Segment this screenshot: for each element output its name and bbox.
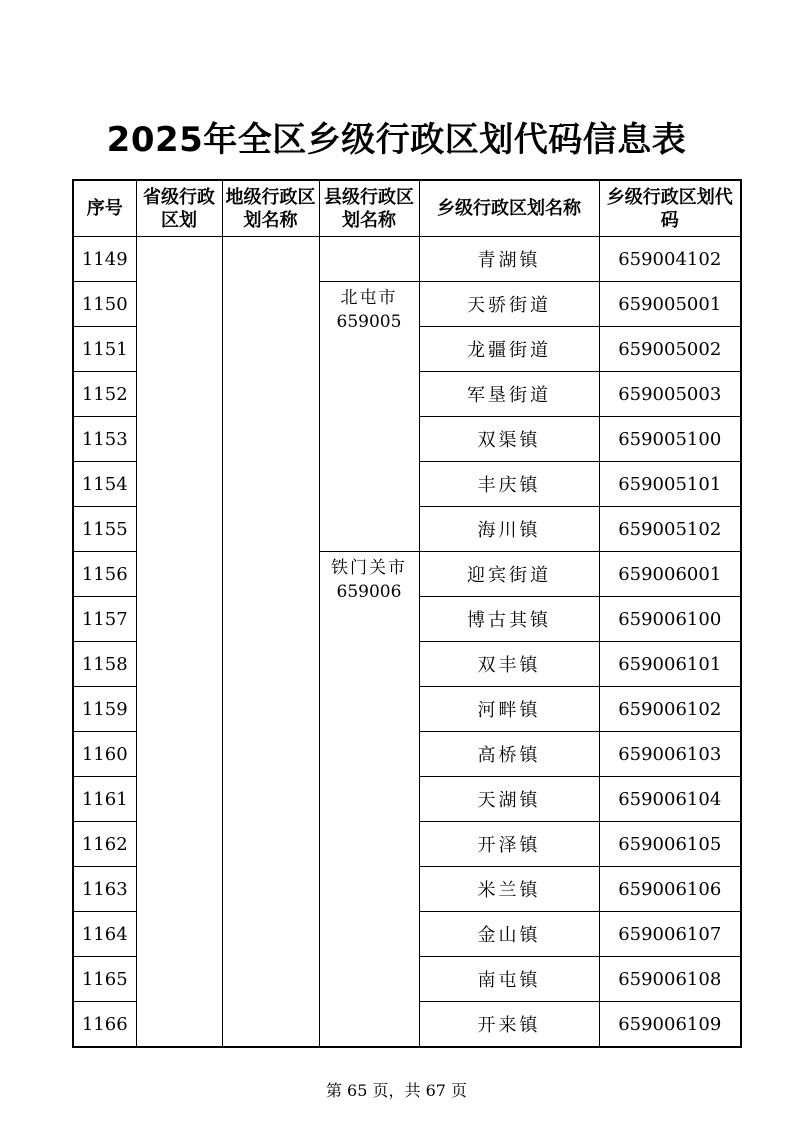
row-index: 1160 <box>73 732 136 777</box>
township-name: 迎宾街道 <box>419 552 599 597</box>
header-prefecture: 地级行政区划名称 <box>222 180 319 237</box>
county-name: 铁门关市 <box>331 558 407 578</box>
township-code: 659005100 <box>599 417 741 462</box>
prefecture-cell <box>222 237 319 1048</box>
page-title: 2025年全区乡级行政区划代码信息表 <box>106 120 687 160</box>
county-cell-tiemenguan <box>319 552 419 1048</box>
row-index: 1151 <box>73 327 136 372</box>
township-code: 659006107 <box>599 912 741 957</box>
row-index: 1154 <box>73 462 136 507</box>
township-code: 659006105 <box>599 822 741 867</box>
township-name: 河畔镇 <box>419 687 599 732</box>
township-code: 659006109 <box>599 1002 741 1048</box>
township-code: 659005101 <box>599 462 741 507</box>
township-code: 659005001 <box>599 282 741 327</box>
township-code: 659005003 <box>599 372 741 417</box>
row-index: 1149 <box>73 237 136 282</box>
township-name: 天湖镇 <box>419 777 599 822</box>
header-county: 县级行政区划名称 <box>319 180 419 237</box>
header-index: 序号 <box>73 180 136 237</box>
row-index: 1163 <box>73 867 136 912</box>
row-index: 1158 <box>73 642 136 687</box>
township-name: 开来镇 <box>419 1002 599 1048</box>
township-code: 659005002 <box>599 327 741 372</box>
row-index: 1165 <box>73 957 136 1002</box>
row-index: 1161 <box>73 777 136 822</box>
division-code-table-container <box>72 179 742 1048</box>
township-name: 龙疆街道 <box>419 327 599 372</box>
township-name: 军垦街道 <box>419 372 599 417</box>
row-index: 1153 <box>73 417 136 462</box>
township-code: 659005102 <box>599 507 741 552</box>
province-cell <box>136 237 222 1048</box>
township-name: 丰庆镇 <box>419 462 599 507</box>
county-cell-prev <box>319 237 419 282</box>
row-index: 1155 <box>73 507 136 552</box>
county-cell-beitun <box>319 282 419 552</box>
county-code: 659006 <box>336 582 402 602</box>
township-name: 博古其镇 <box>419 597 599 642</box>
township-name: 青湖镇 <box>419 237 599 282</box>
row-index: 1150 <box>73 282 136 327</box>
table-row <box>73 237 741 282</box>
township-name: 高桥镇 <box>419 732 599 777</box>
county-code: 659005 <box>336 312 402 332</box>
township-name: 金山镇 <box>419 912 599 957</box>
township-name: 双渠镇 <box>419 417 599 462</box>
row-index: 1159 <box>73 687 136 732</box>
row-index: 1156 <box>73 552 136 597</box>
township-code: 659006100 <box>599 597 741 642</box>
table-header-row <box>73 180 741 237</box>
township-name: 双丰镇 <box>419 642 599 687</box>
row-index: 1162 <box>73 822 136 867</box>
township-name: 开泽镇 <box>419 822 599 867</box>
township-code: 659006108 <box>599 957 741 1002</box>
row-index: 1152 <box>73 372 136 417</box>
township-code: 659006104 <box>599 777 741 822</box>
county-name: 北屯市 <box>340 288 398 308</box>
row-index: 1166 <box>73 1002 136 1048</box>
township-code: 659006102 <box>599 687 741 732</box>
township-code: 659006101 <box>599 642 741 687</box>
township-code: 659006001 <box>599 552 741 597</box>
township-code: 659006103 <box>599 732 741 777</box>
header-township-name: 乡级行政区划名称 <box>419 180 599 237</box>
page-footer: 第 65 页，共 67 页 <box>325 1081 468 1100</box>
header-township-code: 乡级行政区划代码 <box>599 180 741 237</box>
township-name: 天骄街道 <box>419 282 599 327</box>
township-name: 南屯镇 <box>419 957 599 1002</box>
row-index: 1164 <box>73 912 136 957</box>
township-code: 659004102 <box>599 237 741 282</box>
row-index: 1157 <box>73 597 136 642</box>
township-name: 米兰镇 <box>419 867 599 912</box>
township-name: 海川镇 <box>419 507 599 552</box>
division-code-table <box>72 179 742 1048</box>
township-code: 659006106 <box>599 867 741 912</box>
header-province: 省级行政区划 <box>136 180 222 237</box>
